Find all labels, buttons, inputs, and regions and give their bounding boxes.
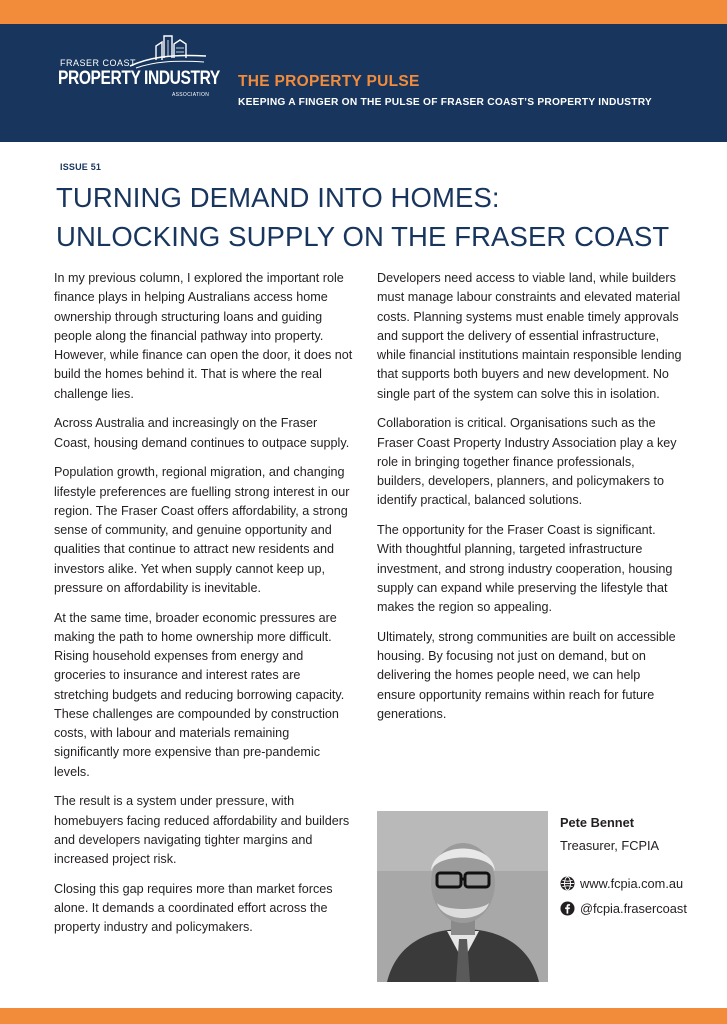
website-text: www.fcpia.com.au — [580, 876, 684, 891]
website-link[interactable] — [560, 876, 683, 891]
article-paragraph: Closing this gap requires more than market forces alone. It demands a coordinated effort across the property industry and policymakers. — [54, 881, 333, 935]
article-paragraph: The result is a system under pressure, with homebuyers facing reduced affordability and builders and developers navigating tighter margins and increased project risk. — [54, 794, 350, 866]
facebook-link[interactable] — [560, 901, 687, 916]
headline-line-2: UNLOCKING SUPPLY ON THE FRASER COAST — [56, 221, 670, 252]
newsletter-title: THE PROPERTY PULSE — [238, 73, 420, 90]
globe-icon — [560, 876, 575, 891]
top-accent-bar — [0, 0, 727, 24]
logo-text-fraser-coast: FRASER COAST — [60, 58, 137, 68]
article-paragraph: Across Australia and increasingly on the Fraser Coast, housing demand continues to outpace supply. — [54, 416, 350, 450]
article-column-right — [377, 269, 682, 735]
newsletter-subtitle: KEEPING A FINGER ON THE PULSE OF FRASER COAST’S PROPERTY INDUSTRY — [238, 97, 652, 108]
article-paragraph: Developers need access to viable land, while builders must manage labour constraints and elevated material costs. Planning systems must enable timely approvals and support the delivery of essential infrastructure, while financial institutions maintain responsible lending that supports both buyers and new development. No single part of the system can solve this in isolation. — [377, 271, 682, 401]
author-name: Pete Bennet — [560, 815, 634, 830]
article-paragraph: In my previous column, I explored the important role finance plays in helping Australians access home ownership through structuring loans and guiding people along the financial pathway into property. However, while finance can open the door, it does not build the homes behind it. That is where the real challenge lies. — [54, 271, 353, 401]
article-paragraph: Collaboration is critical. Organisations such as the Fraser Coast Property Industry Association play a key role in bringing together finance professionals, builders, developers, planners, and policymakers to identify practical, balanced solutions. — [377, 416, 677, 508]
author-portrait-illustration — [377, 811, 548, 982]
fcpia-logo — [58, 32, 218, 112]
article-paragraph: Ultimately, strong communities are built on accessible housing. By focusing not just on demand, but on delivering the homes people need, we can help ensure opportunity remains within reach for future generations. — [377, 629, 676, 721]
logo-skyline-graphic — [128, 32, 208, 72]
author-photo — [377, 811, 548, 982]
bottom-accent-bar — [0, 1008, 727, 1024]
facebook-icon — [560, 901, 575, 916]
article-column-left — [54, 269, 354, 948]
article-paragraph: The opportunity for the Fraser Coast is significant. With thoughtful planning, targeted infrastructure investment, and strong industry cooperation, housing supply can expand while preserving the lifestyle that makes the region so appealing. — [377, 523, 673, 614]
headline-line-1: TURNING DEMAND INTO HOMES: — [56, 182, 500, 213]
issue-number: ISSUE 51 — [60, 162, 102, 172]
facebook-text: @fcpia.frasercoast — [580, 901, 687, 916]
logo-text-association: ASSOCIATION — [172, 92, 210, 98]
article-paragraph: Population growth, regional migration, and changing lifestyle preferences are fuelling strong interest in our region. The Fraser Coast offers affordability, a strong sense of community, and genuine opportunity and qualities that continue to attract new residents and investors alike. Yet when supply cannot keep up, pressure on affordability is inevitable. — [54, 465, 350, 595]
article-headline — [56, 178, 696, 256]
article-paragraph: At the same time, broader economic pressures are making the path to home ownership more difficult. Rising household expenses from energy and groceries to insurance and interest rates are stretching budgets and reducing borrowing capacity. These challenges are compounded by construction costs, with labour and materials remaining significantly more expensive than pre-pandemic levels. — [54, 610, 345, 779]
author-role: Treasurer, FCPIA — [560, 838, 660, 853]
logo-text-property-industry: PROPERTY INDUSTRY — [58, 68, 220, 89]
